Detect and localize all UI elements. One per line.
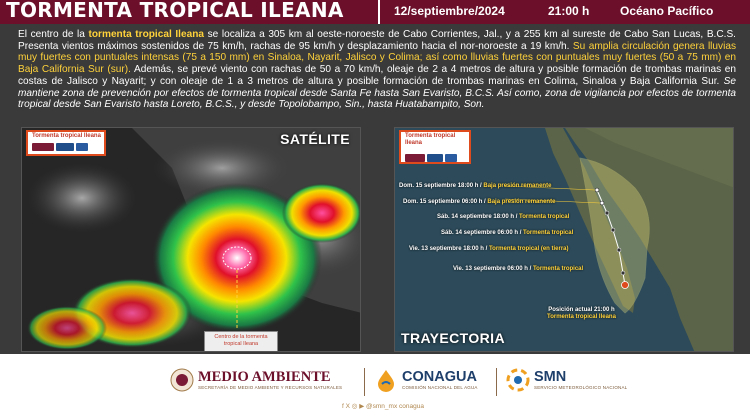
bulletin-text-part: El centro de la <box>18 29 89 40</box>
trajectory-name-tag-title: Tormenta tropical Ileana <box>405 133 456 146</box>
track-point-status: Baja presión remanente <box>487 199 556 205</box>
medio-ambiente-brand <box>170 368 342 392</box>
medio-ambiente-emblem-icon <box>170 368 194 392</box>
header-bar <box>0 0 750 24</box>
track-point-date: Vie. 13 septiembre 18:00 h / <box>409 246 488 252</box>
track-point-date: Dom. 15 septiembre 06:00 h / <box>403 199 486 205</box>
smn-name: SMN <box>534 368 567 385</box>
medio-ambiente-logo <box>405 154 425 162</box>
track-point-date: Sáb. 14 septiembre 18:00 h / <box>437 214 518 220</box>
track-point-date: Dom. 15 septiembre 18:00 h / <box>399 183 482 189</box>
storm-name-tag <box>26 130 106 156</box>
social-handles: f X ◎ ▶ @smn_mx conagua <box>342 403 424 410</box>
footer-divider <box>364 368 365 396</box>
medio-ambiente-logo <box>32 143 54 151</box>
current-position-label <box>547 307 616 321</box>
conagua-subtitle: COMISIÓN NACIONAL DEL AGUA <box>402 384 478 390</box>
storm-center-note: Centro de la tormenta tropical Ileana <box>204 331 278 352</box>
track-point-label <box>441 230 573 236</box>
track-point-label <box>437 214 569 220</box>
track-point-status: Tormenta tropical <box>532 266 584 272</box>
medio-ambiente-name: MEDIO AMBIENTE <box>198 368 331 385</box>
smn-brand <box>506 368 627 392</box>
track-point-label <box>409 246 569 252</box>
track-point-status: Tormenta tropical <box>523 230 574 236</box>
track-point-status: Baja presión remanente <box>483 183 552 189</box>
main-content <box>0 24 750 354</box>
conagua-logo <box>427 154 443 162</box>
bulletin-date: 12/septiembre/2024 <box>394 4 505 18</box>
medio-ambiente-subtitle: SECRETARÍA DE MEDIO AMBIENTE Y RECURSOS NATURALES <box>198 384 343 390</box>
current-position-time: Posición actual 21:00 h <box>548 307 615 313</box>
conagua-drop-icon <box>374 368 398 392</box>
satellite-image <box>22 128 361 352</box>
storm-name-tag-title: Tormenta tropical Ileana <box>32 133 101 139</box>
track-point-label <box>399 183 551 189</box>
track-point-date: Vie. 13 septiembre 06:00 h / <box>453 266 532 272</box>
warning-zones-text: Se mantiene zona de prevención por efectos de tormenta tropical desde Santa Fe hasta San Evaristo, B.C.S. Así como, zona de vigilancia por efectos de tormenta tropical desde San Evaristo hasta Loreto, B.C.S., y desde Topolobampo, Sin., hasta Huatabampito, Son. <box>18 75 736 111</box>
trajectory-label: TRAYECTORIA <box>401 330 505 346</box>
track-point-status: Tormenta tropical <box>519 214 570 220</box>
header-divider <box>378 0 380 24</box>
footer-logos <box>0 354 750 410</box>
agency-logos <box>32 143 102 153</box>
track-point-label <box>403 199 555 205</box>
bulletin-region: Océano Pacífico <box>620 4 714 18</box>
rain-forecast-highlight: Su amplia circulación genera lluvias muy fuertes con puntuales intensas (75 a 150 mm) en Sinaloa, Nayarit, Jalisco y Colima; así como lluvias fuertes con puntuales muy fuertes (50 a 75 mm) en Baja California Sur (sur). <box>18 40 736 76</box>
smn-subtitle: SERVICIO METEOROLÓGICO NACIONAL <box>534 384 628 390</box>
conagua-name: CONAGUA <box>402 368 477 385</box>
footer-divider <box>496 368 497 396</box>
conagua-brand <box>374 368 478 392</box>
track-point-date: Sáb. 14 septiembre 06:00 h / <box>441 230 522 236</box>
bulletin-time: 21:00 h <box>548 4 590 18</box>
page-title: TORMENTA TROPICAL ILEANA <box>6 0 344 22</box>
trajectory-panel <box>394 127 734 352</box>
bulletin-text <box>18 29 736 111</box>
smn-logo <box>445 154 457 162</box>
satellite-panel <box>21 127 361 352</box>
current-position-status: Tormenta tropical Ileana <box>547 314 616 320</box>
storm-name-highlight: tormenta tropical Ileana <box>88 29 204 40</box>
agency-logos <box>405 154 469 162</box>
track-point-status: Tormenta tropical (en tierra) <box>488 246 569 252</box>
smn-logo <box>76 143 88 151</box>
conagua-logo <box>56 143 74 151</box>
satellite-label: SATÉLITE <box>280 131 350 147</box>
track-point-label <box>453 266 583 272</box>
bulletin-text-part: Además, se prevé viento con rachas de 50 a 70 km/h, oleaje de 2 a 4 metros de altura y posible formación de trombas marinas en costas de Jalisco y Nayarit; y con oleaje de 1 a 3 metros de altura y posible formación de trombas marinas en Colima, Sinaloa y Baja California Sur. <box>18 64 736 87</box>
smn-swirl-icon <box>506 368 530 392</box>
trajectory-name-tag <box>399 130 471 164</box>
bulletin-text-part: se localiza a 305 km al oeste-noroeste de Cabo Corrientes, Jal., y a 255 km al sureste de Cabo San Lucas, B.C.S. Presenta vientos máximos sostenidos de 75 km/h, rachas de 95 km/h y desplazamiento hacia el nor-noroeste a 19 km/h. <box>18 29 736 52</box>
